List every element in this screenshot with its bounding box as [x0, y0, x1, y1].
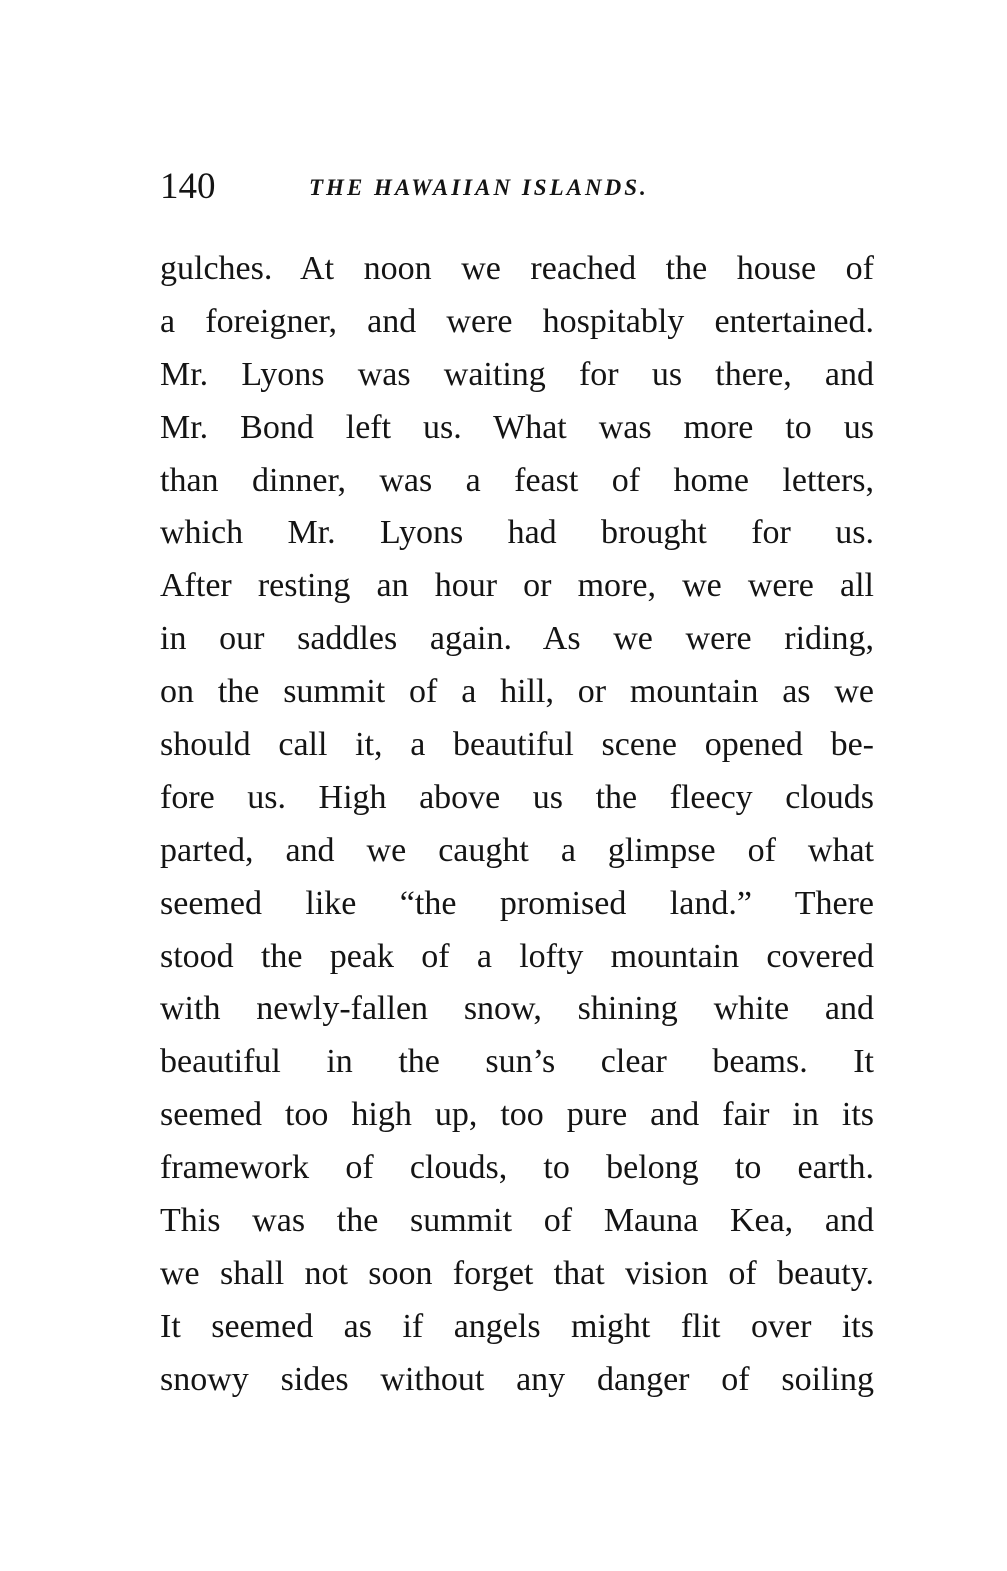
text-line: beautiful in the sun’s clear beams. It [160, 1043, 874, 1081]
text-line: on the summit of a hill, or mountain as we [160, 673, 874, 711]
book-title: THE HAWAIIAN ISLANDS. [309, 175, 649, 200]
body-text [160, 243, 874, 1407]
text-line: It seemed as if angels might flit over its [160, 1307, 874, 1345]
text-line: Mr. Lyons was waiting for us there, and [160, 355, 874, 393]
running-head [160, 165, 880, 209]
text-line: stood the peak of a lofty mountain covered [160, 937, 874, 975]
text-line: framework of clouds, to belong to earth. [160, 1149, 874, 1187]
text-line: Mr. Bond left us. What was more to us [160, 408, 874, 446]
text-line: parted, and we caught a glimpse of what [160, 831, 874, 869]
text-line: than dinner, was a feast of home letters, [160, 461, 874, 499]
text-line: gulches. At noon we reached the house of [160, 250, 874, 287]
text-line: This was the summit of Mauna Kea, and [160, 1202, 874, 1240]
text-line: which Mr. Lyons had brought for us. [160, 514, 874, 552]
text-line: in our saddles again. As we were riding, [160, 620, 874, 658]
text-line: should call it, a beautiful scene opened be- [160, 726, 874, 764]
text-line: After resting an hour or more, we were all [160, 567, 874, 605]
text-line: we shall not soon forget that vision of beauty. [160, 1254, 874, 1292]
page-number: 140 [160, 166, 216, 207]
text-line: with newly-fallen snow, shining white and [160, 990, 874, 1028]
text-line: a foreigner, and were hospitably entertained. [160, 302, 874, 340]
text-line: seemed too high up, too pure and fair in its [160, 1096, 874, 1134]
text-line: fore us. High above us the fleecy clouds [160, 778, 874, 816]
text-line: seemed like “the promised land.” There [160, 884, 874, 922]
text-line: snowy sides without any danger of soiling [160, 1360, 874, 1398]
